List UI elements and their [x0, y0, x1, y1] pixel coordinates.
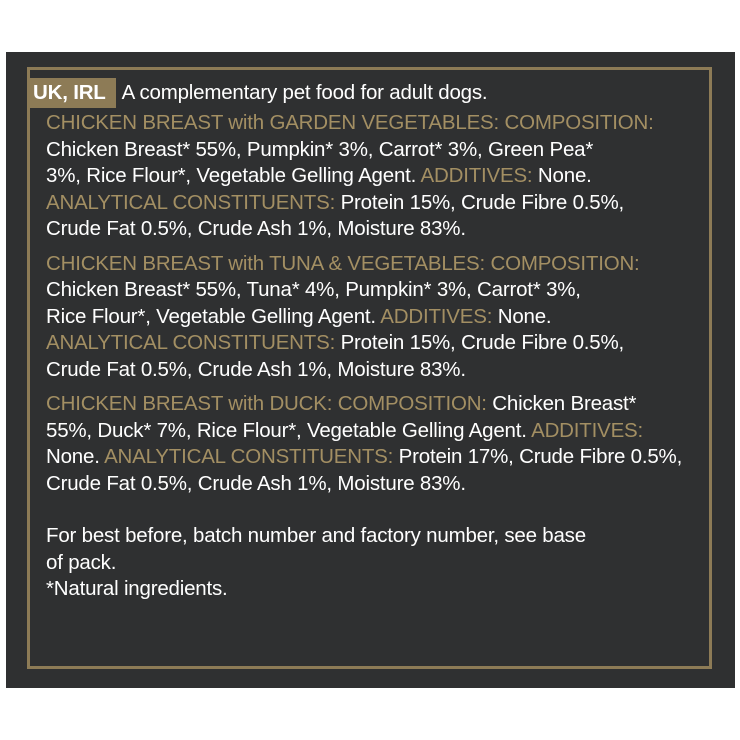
- heading-text: CHICKEN BREAST with DUCK: COMPOSITION:: [46, 392, 487, 415]
- body-text: Rice Flour*, Vegetable Gelling Agent.: [46, 304, 381, 328]
- text-line: [46, 391, 716, 418]
- footer-notes: [46, 523, 716, 603]
- body-text: 55%, Duck* 7%, Rice Flour*, Vegetable Gelling Agent.: [46, 418, 532, 442]
- recipe-section: [46, 110, 716, 243]
- body-text: None.: [492, 304, 552, 328]
- line-content: [46, 110, 654, 137]
- line-content: [46, 418, 643, 445]
- spacer: [46, 497, 716, 523]
- heading-text: ADDITIVES:: [420, 164, 533, 187]
- recipe-section: [46, 251, 716, 384]
- body-text: Crude Fat 0.5%, Crude Ash 1%, Moisture 83%.: [46, 471, 466, 495]
- text-line: [46, 304, 716, 331]
- heading-text: ANALYTICAL CONSTITUENTS:: [104, 445, 394, 468]
- text-line: [46, 190, 716, 217]
- body-text: Protein 17%, Crude Fibre 0.5%,: [393, 445, 683, 468]
- region-badge: UK, IRL: [28, 78, 116, 108]
- text-line: [46, 471, 716, 498]
- heading-text: ADDITIVES:: [531, 418, 644, 442]
- text-line: [46, 251, 716, 278]
- text-line: [46, 357, 716, 384]
- line-content: [46, 471, 466, 498]
- spacer: [46, 243, 716, 251]
- line-content: [46, 444, 682, 471]
- recipe-sections: [46, 110, 716, 497]
- body-text: Protein 15%, Crude Fibre 0.5%,: [335, 331, 624, 354]
- body-text: Crude Fat 0.5%, Crude Ash 1%, Moisture 83%.: [46, 357, 466, 381]
- footer-line: [46, 576, 716, 603]
- footer-line: [46, 550, 716, 577]
- line-content: [46, 277, 581, 304]
- line-content: [46, 216, 466, 243]
- recipe-section: [46, 391, 716, 497]
- body-text: Chicken Breast* 55%, Tuna* 4%, Pumpkin* 3%, Carrot* 3%,: [46, 278, 581, 301]
- line-content: [46, 357, 466, 384]
- line-content: [46, 251, 640, 278]
- header-line: [33, 78, 716, 110]
- body-text: None.: [532, 164, 592, 187]
- line-content: [46, 137, 593, 164]
- body-text: 3%, Rice Flour*, Vegetable Gelling Agent.: [46, 164, 421, 187]
- text-line: [46, 163, 716, 190]
- line-content: [46, 330, 624, 357]
- heading-text: ANALYTICAL CONSTITUENTS:: [46, 190, 336, 214]
- text-line: [46, 216, 716, 243]
- footer-text: *Natural ingredients.: [46, 577, 228, 600]
- heading-text: ANALYTICAL CONSTITUENTS:: [46, 331, 336, 354]
- line-content: [46, 190, 624, 217]
- footer-text: of pack.: [46, 550, 117, 574]
- label-panel: [6, 52, 735, 688]
- text-line: [46, 137, 716, 164]
- heading-text: CHICKEN BREAST with TUNA & VEGETABLES: COMPOSITION:: [46, 251, 640, 275]
- text-line: [46, 110, 716, 137]
- text-line: [46, 330, 716, 357]
- text-line: [46, 277, 716, 304]
- intro-text: A complementary pet food for adult dogs.: [121, 81, 488, 104]
- body-text: Crude Fat 0.5%, Crude Ash 1%, Moisture 83%.: [46, 217, 466, 240]
- footer-line: [46, 523, 716, 550]
- line-content: [46, 391, 636, 418]
- text-line: [46, 418, 716, 445]
- text-line: [46, 444, 716, 471]
- body-text: Chicken Breast* 55%, Pumpkin* 3%, Carrot* 3%, Green Pea*: [46, 137, 594, 161]
- line-content: [46, 304, 551, 331]
- label-text-block: [33, 80, 716, 603]
- body-text: None.: [46, 445, 105, 468]
- body-text: Chicken Breast*: [486, 392, 637, 415]
- line-content: [46, 163, 592, 190]
- heading-text: ADDITIVES:: [380, 304, 493, 328]
- spacer: [46, 383, 716, 391]
- footer-text: For best before, batch number and factory number, see base: [46, 524, 586, 547]
- heading-text: CHICKEN BREAST with GARDEN VEGETABLES: COMPOSITION:: [46, 111, 654, 134]
- body-text: Protein 15%, Crude Fibre 0.5%,: [335, 190, 624, 214]
